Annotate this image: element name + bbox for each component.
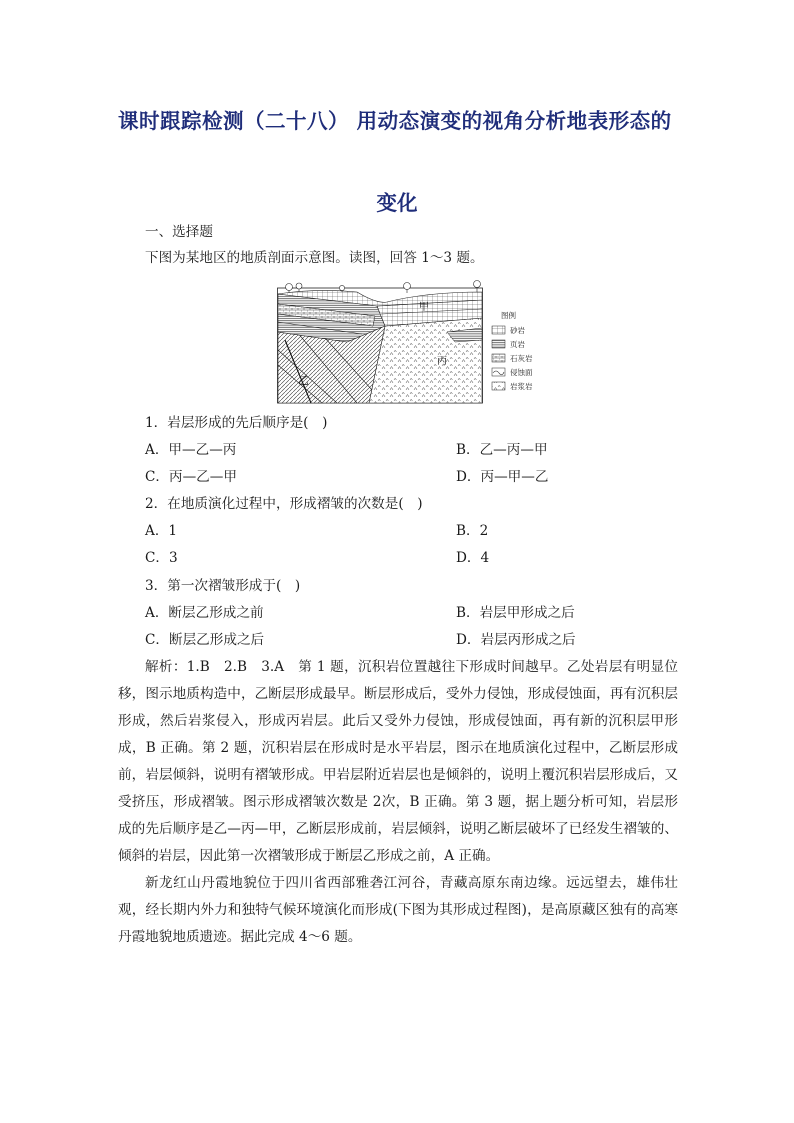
svg-text:石灰岩: 石灰岩 [510, 354, 533, 363]
page-title-line2: 变化 [376, 191, 418, 215]
label-bing: 丙 [437, 356, 447, 367]
label-jia: 甲 [419, 302, 429, 313]
label-yi: 乙 [298, 374, 309, 387]
question-3-option-a: A．断层乙形成之前 [145, 605, 264, 621]
geology-cross-section-figure [277, 280, 551, 404]
svg-text:岩浆岩: 岩浆岩 [510, 382, 533, 391]
question-3-option-b: B．岩层甲形成之后 [456, 605, 575, 621]
question-2-option-c: C．3 [145, 550, 178, 566]
question-1-option-c: C．丙—乙—甲 [145, 469, 237, 485]
question-2-stem: 2．在地质演化过程中，形成褶皱的次数是( ) [145, 496, 423, 512]
question-2-option-a: A．1 [145, 523, 178, 539]
intro-paragraph-1: 下图为某地区的地质剖面示意图。读图，回答 1～3 题。 [145, 250, 484, 266]
section-heading: 一、选择题 [145, 224, 213, 240]
question-3-stem: 3．第一次褶皱形成于( ) [145, 578, 301, 594]
svg-text:页岩: 页岩 [510, 340, 525, 349]
question-1-option-d: D．丙—甲—乙 [456, 469, 549, 485]
question-2-option-b: B．2 [456, 523, 489, 539]
question-2-option-d: D．4 [456, 550, 490, 566]
question-3-option-c: C．断层乙形成之后 [145, 632, 265, 648]
legend-shale [492, 339, 525, 349]
legend-igneous-rock [492, 381, 533, 391]
page-title-line1: 课时跟踪检测（二十八） 用动态演变的视角分析地表形态的 [118, 109, 672, 133]
svg-text:侵蚀面: 侵蚀面 [510, 368, 533, 377]
svg-text:砂岩: 砂岩 [510, 326, 525, 335]
question-3-option-d: D．岩层丙形成之后 [456, 632, 576, 648]
legend-erosion-surface [492, 367, 533, 377]
intro-paragraph-2: 新龙红山丹霞地貌位于四川省西部雅砻江河谷，青藏高原东南边缘。远远望去，雄伟壮观，经长期内外力和独特气候环境演化而形成(下图为其形成过程图)，是高原藏区独有的高寒丹霞地貌地质遗迹。据此完成 4～6 题。 [118, 875, 678, 945]
analysis-paragraph: 解析：1.B 2.B 3.A 第 1 题，沉积岩位置越往下形成时间越早。乙处岩层有明显位移，图示地质构造中，乙断层形成最早。断层形成后，受外力侵蚀，形成侵蚀面，再有沉积层形成，然后岩浆侵入，形成丙岩层。此后又受外力侵蚀，形成侵蚀面，再有新的沉积层甲形成，B 正确。第 2 题，沉积岩层在形成时是水平岩层，图示在地质演化过程中，乙断层形成前，岩层倾斜，说明有褶皱形成。甲岩层附近岩层也是倾斜的，说明上覆沉积岩层形成后，又受挤压，形成褶皱。图示形成褶皱次数是 2次，B 正确。第 3 题，据上题分析可知，岩层形成的先后顺序是乙—丙—甲，乙断层形成前，岩层倾斜，说明乙断层破坏了已经发生褶皱的、倾斜的岩层，因此第一次褶皱形成于断层乙形成之前，A 正确。 [118, 659, 678, 864]
question-1-option-a: A．甲—乙—丙 [145, 442, 237, 458]
legend-sandstone [492, 325, 525, 335]
legend-limestone [492, 353, 533, 363]
question-1-option-b: B．乙—丙—甲 [456, 442, 548, 458]
legend-title: 图例 [501, 311, 516, 320]
question-1-stem: 1．岩层形成的先后顺序是( ) [145, 415, 328, 431]
